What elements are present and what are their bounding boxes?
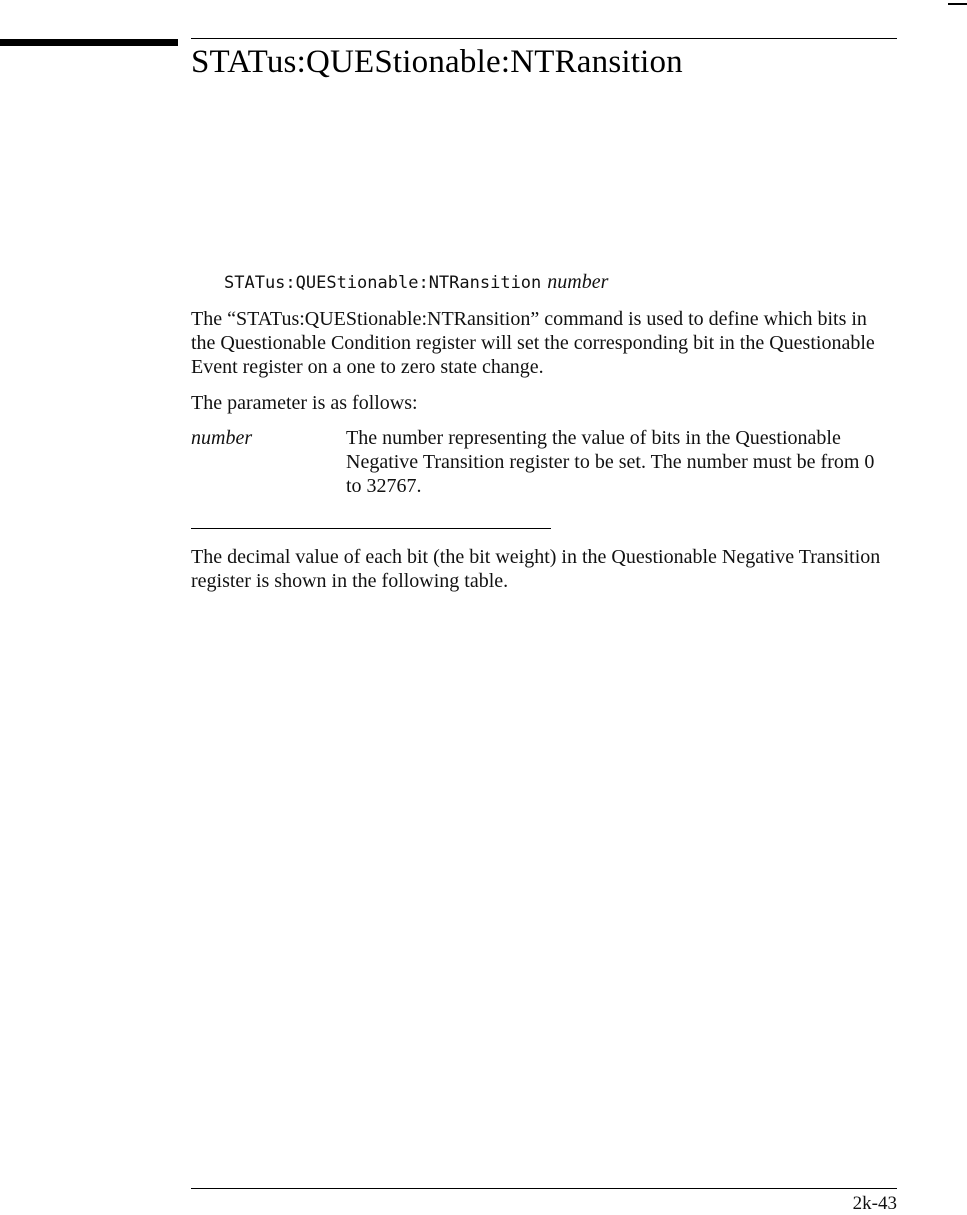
section-marker-bar xyxy=(0,39,178,46)
page-title: STATus:QUEStionable:NTRansition xyxy=(191,44,683,80)
bit-weight-note: The decimal value of each bit (the bit weight) in the Questionable Negative Transition register is shown in the following table. xyxy=(191,546,881,592)
footer-rule xyxy=(191,1188,897,1189)
parameters-intro: The parameter is as follows: xyxy=(191,392,418,414)
syntax-argument: number xyxy=(547,271,609,293)
parameter-name: number xyxy=(191,427,253,449)
corner-mark xyxy=(948,3,967,5)
parameter-description: The number representing the value of bits in the Questionable Negative Transition register to be set. The number must be from 0 to 32767. xyxy=(346,427,875,497)
command-description: The “STATus:QUEStionable:NTRansition” command is used to define which bits in the Questionable Condition register will set the corresponding bit in the Questionable Event register on a one to zero state change. xyxy=(191,308,875,378)
page-number: 2k-43 xyxy=(852,1193,897,1214)
command-syntax xyxy=(224,271,608,294)
section-divider xyxy=(191,528,551,529)
syntax-command: STATus:QUEStionable:NTRansition xyxy=(224,273,542,293)
header-rule xyxy=(191,38,897,39)
